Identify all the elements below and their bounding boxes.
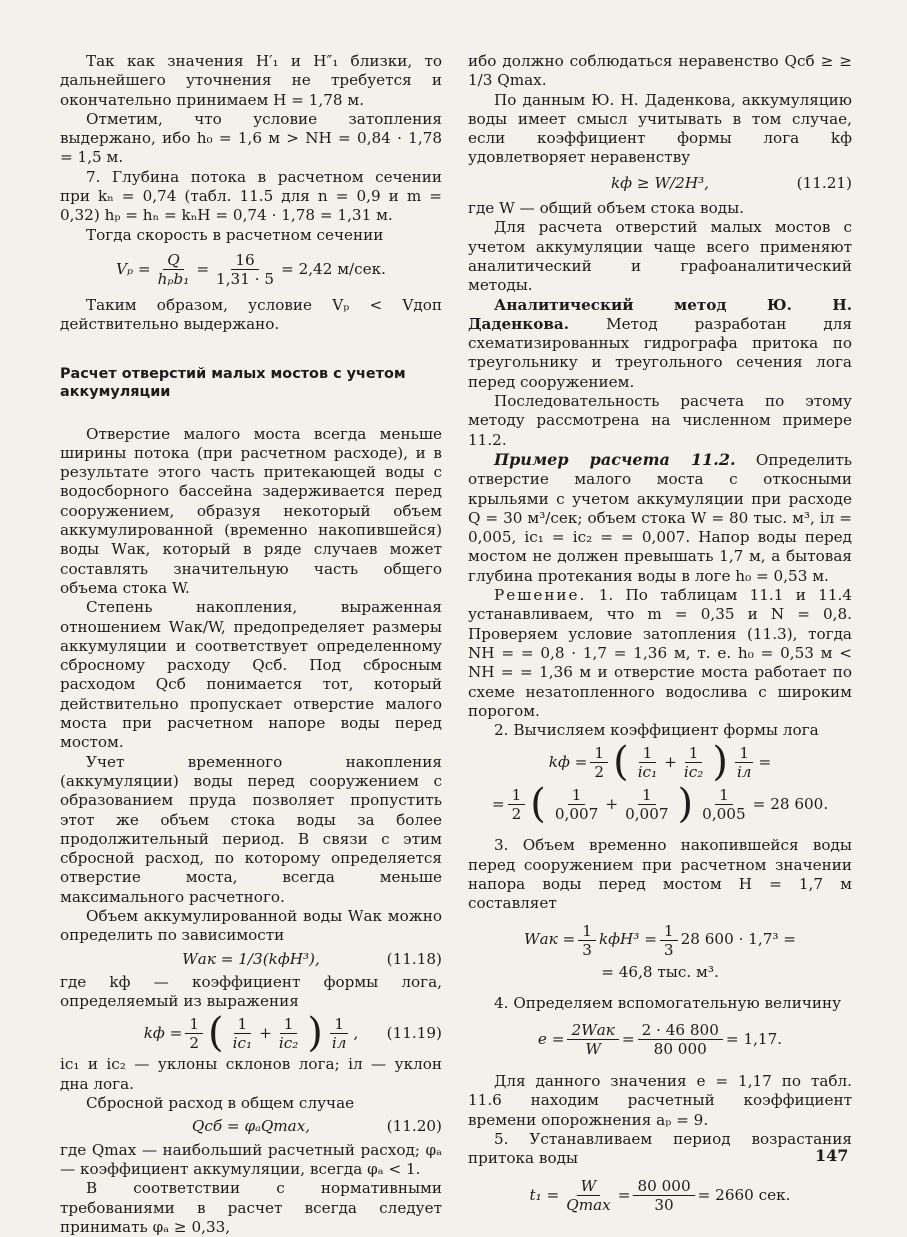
eq-term: 28 600 · 1,7³ =: [680, 930, 797, 949]
paragraph-text: 1. По таблицам 11.1 и 11.4 устанавливаем, что m = 0,35 и N = 0,8. Проверяем условие затопления (11.3), тогда NH = = 0,8 · 1,7 = 1,36 м, т. е. h₀ = 0,53 м < NH = = 1,36 м и отверстие моста работает по схеме незатопленного водослива с широким порогом.: [468, 586, 852, 720]
equation-11-21: [468, 174, 852, 193]
paragraph: Отметим, что условие затопления выдержано, ибо h₀ = 1,6 м > NH = 0,84 · 1,78 = 1,5 м.: [60, 109, 442, 167]
equation-11-19: kф = $\frac{1}{2}$ ( $\frac{1}{\text{iс₁}}$ + $\frac{1}{\text{iс₂}}$ ) $\frac{1}{iл}$ , (11.19): [143, 1010, 442, 1057]
eq-term: =: [621, 1030, 635, 1049]
equation-number: (11.20): [386, 1117, 442, 1136]
fraction: [698, 786, 749, 823]
eq-term: Wак = 1/3(kфH³),: [182, 949, 320, 968]
eq-term: 1: [590, 744, 608, 763]
eq-term: 1: [568, 786, 586, 805]
eq-term: 1: [508, 786, 526, 805]
eq-term: 2: [189, 1033, 200, 1052]
eq-term: kф =: [548, 752, 588, 771]
eq-term: +: [664, 752, 677, 771]
fraction: [590, 744, 608, 781]
eq-term: =: [491, 794, 505, 813]
paragraph: Для данного значения e = 1,17 по табл. 11.6 находим расчетный коэффициент времени опорожнения aₚ = 9.: [468, 1072, 852, 1129]
eq-term: iл: [736, 762, 752, 781]
eq-term: 1: [330, 1015, 348, 1034]
fraction: [185, 1015, 203, 1052]
eq-term: Wак =: [523, 930, 576, 949]
eq-term: e =: [537, 1030, 565, 1049]
fraction: [660, 922, 678, 959]
right-column: [468, 52, 852, 1214]
eq-term: iс₂: [683, 762, 704, 781]
eq-term: 1: [735, 744, 753, 763]
paragraph: Так как значения H′₁ и H″₁ близки, то дальнейшего уточнения не требуется и окончательно принимаем H = 1,78 м.: [60, 52, 442, 109]
eq-term: +: [605, 794, 619, 813]
fraction: [562, 1177, 614, 1214]
eq-term: Qсб = φₐQmax,: [191, 1117, 311, 1136]
eq-term: = 28 600.: [752, 794, 829, 813]
paragraph: Сбросной расход в общем случае: [86, 1094, 355, 1113]
eq-term: 1: [639, 744, 657, 763]
eq-term: 0,007: [625, 804, 669, 823]
eq-term: t₁ =: [529, 1185, 560, 1204]
paragraph: Учет временного накопления (аккумуляции) воды перед сооружением с образованием пруда позволяет пропустить этот же объем стока воды за более продолжительный период. В связи с этим сбросной расход, по которому определяется отверстие моста, всегда меньше максимального расчетного.: [60, 752, 442, 906]
eq-term: 2 · 46 800: [638, 1021, 723, 1040]
eq-term: iс₂: [278, 1033, 299, 1052]
solution-label: Решение.: [494, 586, 587, 605]
page-number: 147: [815, 1146, 849, 1165]
fraction: [229, 1015, 256, 1052]
eq-term: 3: [582, 940, 592, 959]
equation-auxiliary: [468, 1021, 852, 1058]
paragraph: [468, 586, 852, 721]
eq-term: 1: [660, 922, 678, 941]
paragraph: 2. Вычисляем коэффициент формы лога: [494, 721, 819, 740]
paragraph: где Qmax — наибольший расчетный расход; φₐ — коэффициент аккумуляции, всегда φₐ < 1.: [60, 1140, 442, 1178]
eq-term: 1: [185, 1015, 203, 1034]
paragraph: Тогда скорость в расчетном сечении: [86, 225, 384, 244]
equation-number: (11.19): [386, 1023, 442, 1042]
fraction: [733, 744, 756, 781]
fraction: [634, 744, 661, 781]
fraction: [621, 786, 672, 823]
eq-term: = 2660 сек.: [697, 1185, 791, 1204]
paragraph: 4. Определяем вспомогательную величину: [494, 993, 842, 1012]
fraction: [680, 744, 707, 781]
paragraph: Отверстие малого моста всегда меньше ширины потока (при расчетном расходе), и в результате этого часть притекающей воды с водосборного бассейна задерживается перед сооружением, образуя некоторый объем аккумулированной (временно накопившейся) воды Wак, который в ряде случаев может составлять значительную часть общего объема стока W.: [60, 424, 442, 597]
fraction: [638, 1021, 723, 1058]
eq-term: 80 000: [633, 1177, 694, 1196]
eq-term: 1: [280, 1015, 298, 1034]
equation-11-18: [60, 950, 442, 969]
equation-velocity: Vₚ = $\frac{Q}{\text{hₚb₁}}$ = $\frac{16}{1,31 \cdot 5}$ = 2,42 м/сек.: [116, 250, 386, 288]
eq-term: iл: [331, 1033, 347, 1052]
fraction: [212, 251, 278, 288]
eq-term: = 1,17.: [725, 1030, 783, 1049]
paragraph: iс₁ и iс₂ — уклоны склонов лога; iл — уклон дна лога.: [60, 1055, 442, 1093]
paragraph: По данным Ю. Н. Даденкова, аккумуляцию воды имеет смысл учитывать в том случае, если коэффициент формы лога kф удовлетворяет неравенству: [468, 90, 852, 167]
paragraph: 5. Устанавливаем период возрастания притока воды: [468, 1130, 852, 1168]
paragraph: где W — общий объем стока воды.: [468, 199, 745, 218]
equation-accumulated-volume-result: [468, 963, 852, 982]
eq-term: 2: [594, 762, 605, 781]
eq-term: W: [577, 1177, 601, 1196]
paragraph: 3. Объем временно накопившейся воды перед сооружением при расчетном значении напора воды перед мостом H = 1,7 м составляет: [468, 836, 852, 913]
eq-term: Qmax: [566, 1195, 611, 1214]
example-title: Пример расчета 11.2.: [494, 449, 736, 469]
eq-term: +: [259, 1023, 272, 1042]
paragraph: Степень накопления, выраженная отношением Wак/W, предопределяет размеры аккумуляции и соответствует определенному сбросному расходу Qсб. Под сбросным расходом Qсб понимается тот, который действительно пропускает отверстие малого моста при расчетном напоре воды перед мостом.: [60, 598, 442, 752]
eq-term: 0,007: [554, 804, 599, 823]
eq-term: W: [585, 1040, 601, 1059]
eq-term: 0,005: [702, 804, 746, 823]
left-column: [60, 52, 442, 1237]
paragraph: [468, 296, 852, 392]
eq-term: iс₁: [232, 1033, 253, 1052]
section-heading: Расчет отверстий малых мостов с учетом аккумуляции: [60, 365, 406, 400]
paragraph: В соответствии с нормативными требованиями в расчет всегда следует принимать φₐ ≥ 0,33,: [60, 1179, 442, 1236]
eq-term: 3: [663, 940, 674, 959]
eq-term: = 2,42 м/сек.: [281, 259, 386, 278]
paragraph: где kф — коэффициент формы лога, определяемый из выражения: [60, 972, 442, 1011]
equation-rise-period: [468, 1177, 852, 1214]
paragraph: Таким образом, условие Vₚ < Vдоп действительно выдержано.: [60, 295, 442, 334]
eq-term: kф =: [143, 1023, 183, 1042]
eq-term: 2Wак: [567, 1021, 618, 1040]
paragraph: ибо должно соблюдаться неравенство Qсб ≥ ≥ 1/3 Qmax.: [468, 52, 852, 90]
fraction: [328, 1015, 351, 1052]
eq-term: 1: [685, 744, 703, 763]
eq-term: Vₚ =: [116, 259, 151, 278]
eq-term: iс₁: [637, 762, 658, 781]
fraction: [633, 1177, 694, 1214]
eq-term: hₚb₁: [157, 269, 190, 288]
eq-term: 1,31 · 5: [216, 269, 275, 288]
eq-term: kфH³ =: [598, 930, 657, 949]
equation-number: (11.21): [796, 173, 852, 192]
equation-accumulated-volume: [468, 922, 852, 959]
eq-term: 80 000: [653, 1040, 707, 1059]
eq-term: 1: [234, 1015, 252, 1034]
eq-term: Q: [163, 251, 183, 270]
fraction: [567, 1021, 618, 1058]
paragraph-text: Определить отверстие малого моста с откосными крыльями с учетом аккумуляции при расходе Q = 30 м³/сек; объем стока W = 80 тыс. м³, iл = 0,005, iс₁ = iс₂ = = 0,007. Напор воды перед мостом не должен превышать 1,7 м, а бытовая глубина протекания воды в логе h₀ = 0,53 м.: [468, 450, 852, 585]
eq-term: =: [758, 752, 772, 771]
eq-term: kф ≥ W/2H³,: [610, 173, 710, 192]
fraction: [508, 786, 526, 823]
method-title: Аналитический метод Ю. Н. Даденкова.: [468, 295, 852, 333]
fraction: [154, 251, 194, 288]
eq-term: 2: [511, 804, 522, 823]
equation-form-coeff: kф = $\frac{1}{2}$ ( $\frac{1}{\text{iс₁}}$ + $\frac{1}{\text{iс₂}}$ ) $\frac{1}{iл}$ =: [548, 739, 772, 786]
paragraph: Последовательность расчета по этому методу рассмотрена на численном примере 11.2.: [468, 392, 852, 449]
fraction: [578, 922, 596, 959]
equation-11-20: [60, 1117, 442, 1136]
paragraph: Объем аккумулированной воды Wак можно определить по зависимости: [60, 906, 442, 945]
eq-term: = 46,8 тыс. м³.: [601, 962, 719, 981]
fraction: [551, 786, 602, 823]
paragraph: Для расчета отверстий малых мостов с учетом аккумуляции чаще всего применяют аналитический и графоаналитический методы.: [468, 218, 852, 295]
eq-term: 30: [654, 1195, 674, 1214]
equation-form-coeff-values: = $\frac{1}{2}$ ( $\frac{1}{0,007}$ + $\frac{1}{0,007}$ ) $\frac{1}{0,005}$ = 28 600.: [491, 781, 829, 828]
paragraph: 7. Глубина потока в расчетном сечении при kₙ = 0,74 (табл. 11.5 для n = 0,9 и m = 0,32) hₚ = hₙ = kₙH = 0,74 · 1,78 = 1,31 м.: [60, 167, 442, 225]
equation-number: (11.18): [386, 949, 442, 968]
eq-term: 1: [638, 786, 656, 805]
eq-term: 16: [231, 251, 258, 270]
eq-term: 1: [715, 786, 733, 805]
fraction: [275, 1015, 302, 1052]
eq-term: 1: [578, 922, 596, 941]
eq-term: =: [617, 1185, 631, 1204]
eq-term: ,: [353, 1023, 359, 1042]
paragraph-text: Метод разработан для схематизированных гидрографа притока по треугольнику и треугольного сечения лога перед сооружением.: [468, 314, 852, 391]
paragraph: [468, 450, 852, 586]
